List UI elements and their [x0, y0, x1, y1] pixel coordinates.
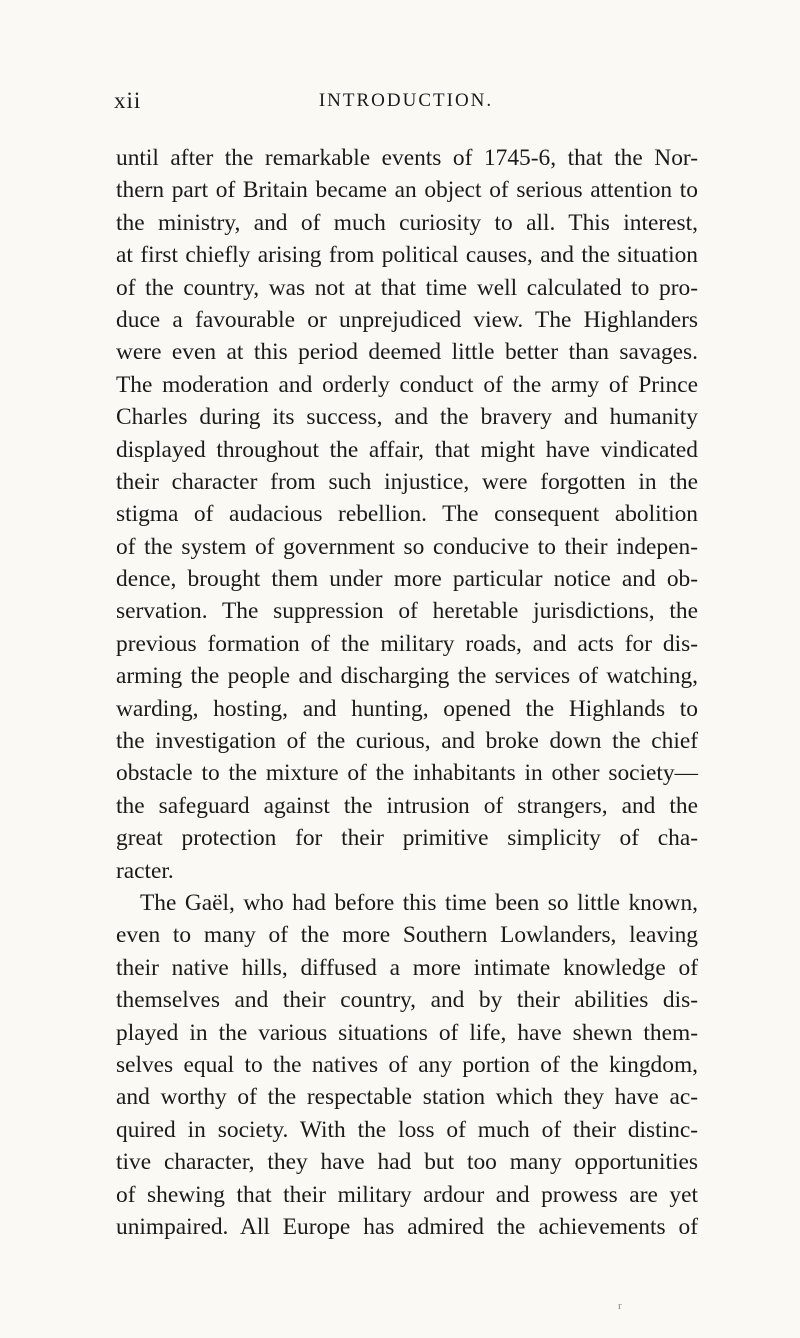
text-line: and worthy of the respectable station which they have ac-	[116, 1084, 698, 1111]
text-line: the ministry, and of much curiosity to all. This interest,	[116, 209, 698, 236]
text-line: warding, hosting, and hunting, opened the Highlands to	[116, 695, 698, 722]
text-line: tive character, they have had but too many opportunities	[116, 1149, 698, 1176]
text-line: displayed throughout the affair, that might have vindicated	[116, 436, 698, 463]
printer-mark: r	[618, 1300, 622, 1312]
text-line: obstacle to the mixture of the inhabitants in other society—	[116, 760, 698, 787]
text-line: previous formation of the military roads, and acts for dis-	[116, 630, 698, 657]
text-line: played in the various situations of life, have shewn them-	[116, 1019, 698, 1046]
text-line: their character from such injustice, were forgotten in the	[116, 468, 698, 495]
text-line: racter.	[116, 857, 174, 884]
text-line: the investigation of the curious, and broke down the chief	[116, 728, 698, 755]
paragraph-2	[116, 887, 698, 1243]
text-line: dence, brought them under more particular notice and ob-	[116, 566, 698, 593]
page-number: xii	[114, 88, 142, 113]
text-line: servation. The suppression of heretable jurisdictions, the	[116, 598, 698, 625]
paragraph-1	[116, 142, 698, 887]
text-line: The moderation and orderly conduct of the army of Prince	[116, 371, 698, 398]
text-line: stigma of audacious rebellion. The consequent abolition	[116, 501, 698, 528]
text-line: Charles during its success, and the bravery and humanity	[116, 404, 698, 431]
text-line: even to many of the more Southern Lowlanders, leaving	[116, 922, 698, 949]
text-line: until after the remarkable events of 1745-6, that the Nor-	[116, 145, 698, 171]
text-line: their native hills, diffused a more intimate knowledge of	[116, 954, 698, 981]
text-line: themselves and their country, and by their abilities dis-	[116, 987, 698, 1014]
page-header	[114, 88, 698, 118]
text-line: great protection for their primitive simplicity of cha-	[116, 825, 698, 852]
text-line: duce a favourable or unprejudiced view. The Highlanders	[116, 306, 698, 333]
text-line: were even at this period deemed little better than savages.	[116, 339, 698, 366]
text-line: The Gaël, who had before this time been so little known,	[140, 889, 698, 916]
text-line: unimpaired. All Europe has admired the achievements of	[116, 1213, 698, 1240]
body-text	[116, 142, 698, 1243]
text-line: of shewing that their military ardour and prowess are yet	[116, 1181, 698, 1208]
text-line: thern part of Britain became an object of serious attention to	[116, 177, 698, 204]
text-line: of the country, was not at that time well calculated to pro-	[116, 274, 698, 301]
text-line: selves equal to the natives of any portion of the kingdom,	[116, 1051, 698, 1078]
text-line: of the system of government so conducive to their indepen-	[116, 533, 698, 560]
text-line: arming the people and discharging the services of watching,	[116, 663, 698, 690]
running-head: INTRODUCTION.	[318, 90, 494, 111]
text-line: the safeguard against the intrusion of strangers, and the	[116, 792, 698, 819]
text-line: quired in society. With the loss of much of their distinc-	[116, 1116, 698, 1143]
text-line: at first chiefly arising from political causes, and the situation	[116, 242, 698, 269]
